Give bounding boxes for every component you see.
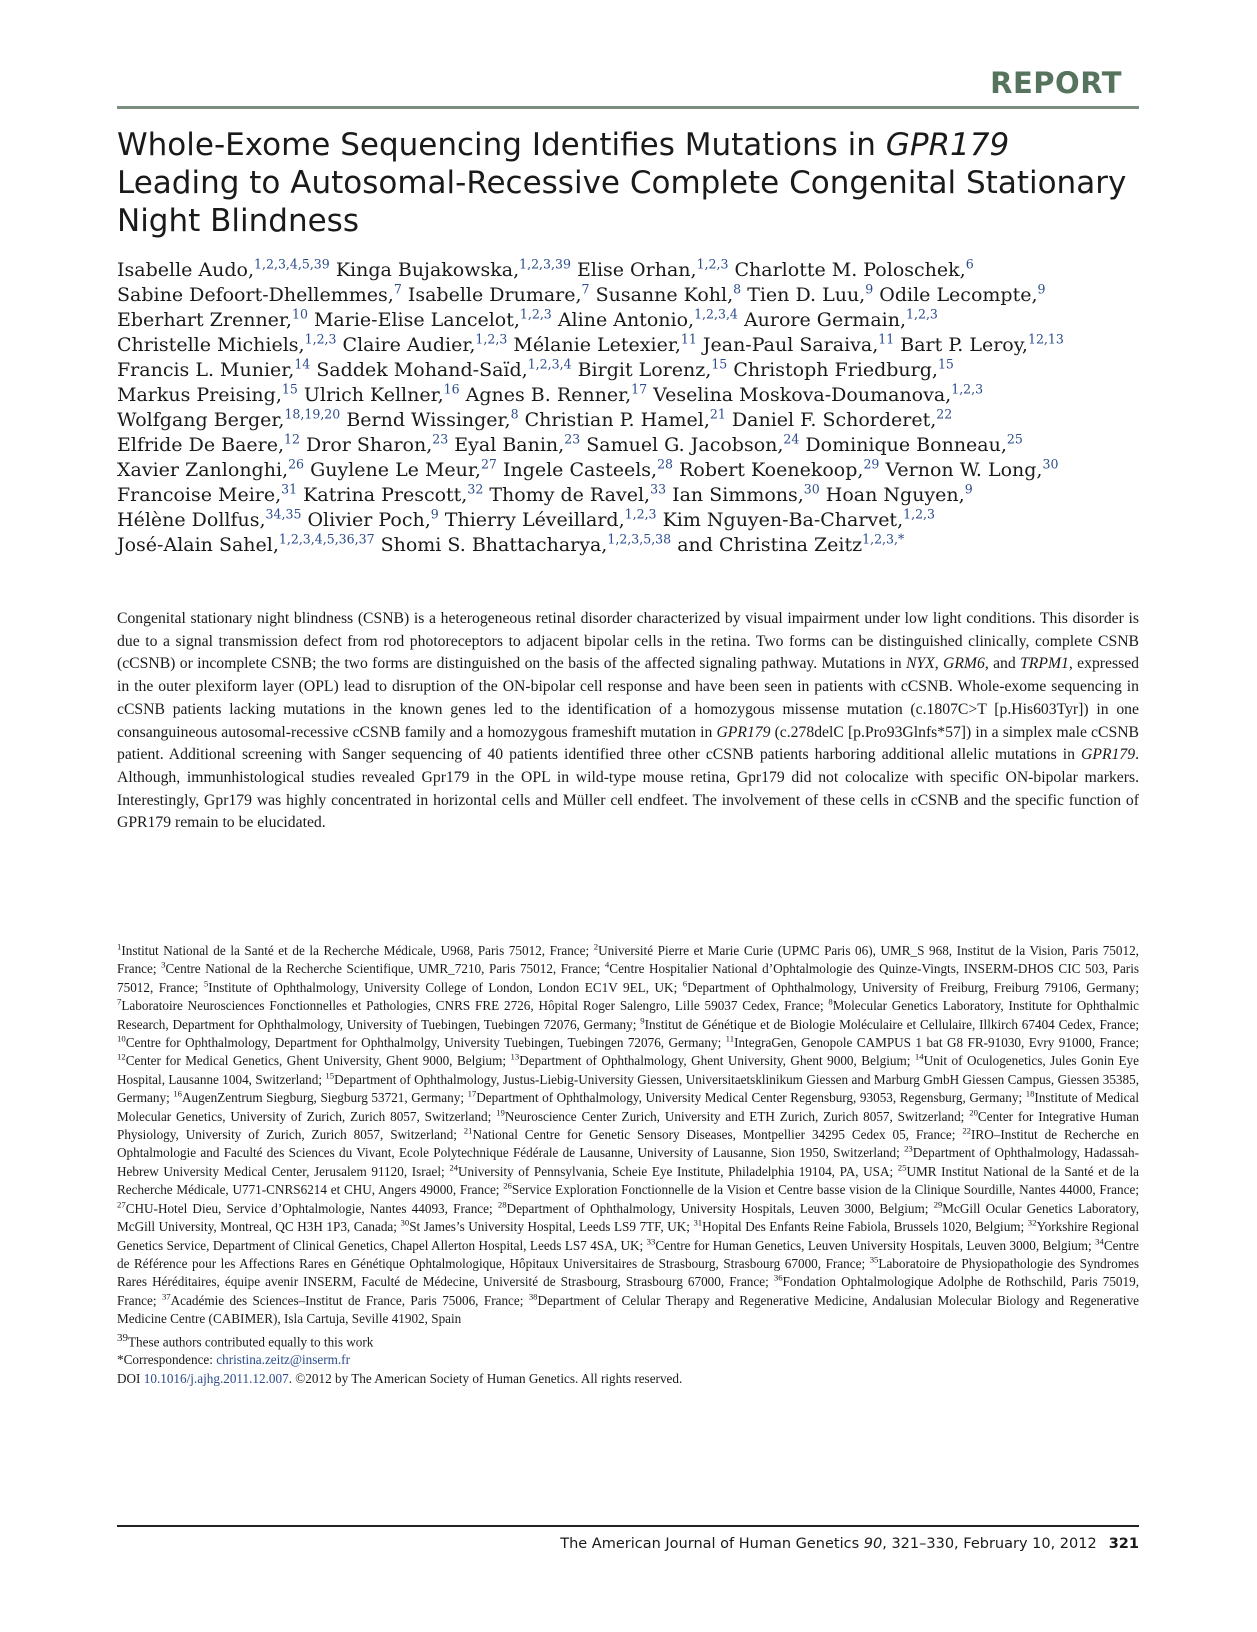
affiliation-number: 23	[904, 1144, 913, 1155]
affiliation	[117, 1201, 498, 1216]
author-affiliation-sup: 7	[581, 281, 590, 297]
page-number: 321	[1108, 1536, 1139, 1552]
author-affiliation-sup: 30	[1042, 456, 1059, 472]
author-entry	[586, 431, 800, 456]
affiliation-text: Centre Hospitalier National d’Ophtalmologie des Quinze-Vingts, INSERM-DHOS CIC 503, Paris 75012, France;	[117, 961, 1139, 995]
author-name: José-Alain Sahel,	[117, 534, 279, 556]
author-affiliation-sup: 9	[865, 281, 874, 297]
affiliation-text: Department of Ophthalmology, University Hospitals, Leuven 3000, Belgium;	[506, 1200, 934, 1216]
author-affiliation-sup: 1,2,3,4	[694, 306, 738, 322]
author-affiliation-sup: 15	[711, 356, 728, 372]
affiliation-number: 1	[117, 941, 122, 952]
copyright-text: . ©2012 by The American Society of Human Genetics. All rights reserved.	[288, 1370, 683, 1386]
author-entry	[502, 456, 674, 481]
author-affiliation-sup: 16	[443, 381, 460, 397]
author-entry	[677, 531, 905, 556]
author-affiliation-sup: 17	[631, 381, 648, 397]
affiliation-text: National Centre for Genetic Sensory Diseases, Montpellier 34295 Cedex 05, France;	[472, 1127, 963, 1143]
author-affiliation-sup: 1,2,3	[696, 256, 729, 272]
author-entry	[335, 256, 571, 281]
author-affiliation-sup: 1,2,3,39	[519, 256, 571, 272]
author-entry	[731, 406, 953, 431]
author-affiliation-sup: 1,2,3,5,38	[607, 531, 672, 547]
author-entry	[577, 356, 728, 381]
author-name: Tien D. Luu,	[747, 284, 866, 306]
author-name: Katrina Prescott,	[303, 484, 468, 506]
affiliation-number: 25	[897, 1162, 907, 1173]
author-name: Elfride De Baere,	[117, 434, 285, 456]
affiliation-text: Académie des Sciences–Institut de France, Paris 75006, France;	[170, 1292, 529, 1308]
abstract-text: ,	[934, 655, 944, 673]
author-entry	[310, 456, 497, 481]
affiliation-number: 2	[593, 941, 599, 952]
affiliation	[693, 1219, 1027, 1234]
author-entry	[747, 281, 874, 306]
affiliation-number: 26	[503, 1180, 512, 1191]
affiliation-number: 8	[828, 996, 833, 1007]
author-entry	[702, 331, 895, 356]
author-entry	[316, 356, 572, 381]
affiliation-text: McGill Ocular Genetics Laboratory, McGill University, Montreal, QC H3H 1P3, Canada;	[117, 1200, 1139, 1235]
gene-name: NYX	[905, 655, 935, 673]
affiliation-number: 19	[496, 1107, 505, 1118]
author-name: Ulrich Kellner,	[303, 384, 444, 406]
author-name: Veselina Moskova-Doumanova,	[653, 384, 952, 406]
author-affiliation-sup: 12	[284, 431, 300, 447]
affiliation-number: 37	[161, 1291, 171, 1302]
author-affiliation-sup: 21	[709, 406, 726, 422]
abstract-text: . Although, immunhistological studies revealed Gpr179 in the OPL in wild-type mouse retina, Gpr179 did not colocalize with specific ON-bipolar markers. Interestingly, Gpr179 was highly concentrated in horizontal cells and Müller cell endfeet. The involvement of these cells in cCSNB and the specific function of GPR179 remain to be elucidated.	[117, 746, 1139, 832]
affiliation-text: Department of Ophthalmology, University of Freiburg, Freiburg 79106, Germany;	[687, 979, 1139, 995]
author-entry	[679, 456, 880, 481]
footer-rule	[117, 1525, 1139, 1527]
author-affiliation-sup: 15	[937, 356, 954, 372]
author-affiliation-sup: 1,2,3	[304, 331, 337, 347]
affiliation-text: Center for Integrative Human Physiology, University of Zurich, Zurich 8057, Switzerland;	[117, 1108, 1139, 1143]
affiliation-text: Neuroscience Center Zurich, University and ETH Zurich, Zurich 8057, Switzerland;	[504, 1108, 970, 1124]
author-list	[117, 258, 1139, 558]
author-entry	[653, 381, 984, 406]
article-title	[117, 126, 1139, 240]
author-entry	[825, 481, 973, 506]
affiliation-number: 22	[962, 1125, 972, 1136]
author-name: Christoph Friedburg,	[733, 359, 938, 381]
affiliation-number: 35	[869, 1254, 879, 1265]
author-entry	[346, 406, 519, 431]
author-name: Robert Koenekoop,	[679, 459, 864, 481]
abstract-text: , expressed in the outer plexiform layer (OPL) lead to disruption of the ON-bipolar cell response and have been seen in patients with cCSNB. Whole-exome sequencing in cCSNB patients lacking mutations in the known genes led to the identification of a homozygous missense mutation (c.1807C>T [p.His603Tyr]) in one consanguineous autosomal-recessive cCSNB family and a homozygous frameshift mutation in	[117, 655, 1139, 741]
affiliation	[162, 1293, 529, 1308]
author-affiliation-sup: 8	[510, 406, 519, 422]
author-name: Jean-Paul Saraiva,	[702, 334, 879, 356]
author-entry	[342, 331, 508, 356]
affiliation-number: 33	[646, 1236, 656, 1247]
author-entry	[117, 281, 402, 306]
author-affiliation-sup: 1,2,3,4,5,39	[254, 256, 330, 272]
author-name: Markus Preising,	[117, 384, 282, 406]
author-entry	[672, 481, 820, 506]
affiliation-number: 4	[604, 960, 610, 971]
author-entry	[313, 306, 552, 331]
affiliation-number: 13	[510, 1052, 520, 1063]
gene-name: GPR179	[716, 723, 771, 741]
gene-name: TRPM1	[1020, 655, 1069, 673]
author-name: Mélanie Letexier,	[513, 334, 681, 356]
affiliation-number: 14	[914, 1052, 924, 1063]
affiliation-number: 18	[1025, 1088, 1035, 1099]
section-label: REPORT	[990, 66, 1122, 100]
author-entry	[117, 481, 298, 506]
affiliation-number: 9	[640, 1015, 645, 1026]
author-entry	[117, 381, 298, 406]
gene-name: GPR179	[1081, 746, 1136, 764]
header-rule	[117, 106, 1139, 109]
affiliation-text: Université Pierre et Marie Curie (UPMC Paris 06), UMR_S 968, Institut de la Vision, Paris 75012, France;	[117, 943, 1139, 977]
author-name: Hoan Nguyen,	[825, 484, 965, 506]
author-name: Claire Audier,	[342, 334, 476, 356]
author-name: Elise Orhan,	[577, 259, 697, 281]
author-name: Isabelle Audo,	[117, 259, 255, 281]
author-affiliation-sup: 26	[288, 456, 305, 472]
author-entry	[879, 281, 1046, 306]
journal-footer	[560, 1536, 1139, 1552]
author-name: Marie-Elise Lancelot,	[313, 309, 520, 331]
author-name: Francoise Meire,	[117, 484, 282, 506]
affiliation-text: AugenZentrum Siegburg, Siegburg 53721, Germany;	[182, 1090, 468, 1106]
affiliation	[647, 1238, 1096, 1253]
affiliation-text: Service Exploration Fonctionnelle de la Vision et Centre basse vision de la Clinique Sourdille, Nantes 44000, France;	[511, 1182, 1139, 1198]
footer-details: , 321–330, February 10, 2012	[882, 1536, 1097, 1552]
gene-name: GRM6	[943, 655, 985, 673]
author-affiliation-sup: 32	[467, 481, 484, 497]
author-entry	[524, 406, 726, 431]
affiliation-number: 7	[117, 996, 122, 1007]
affiliation-number: 17	[467, 1088, 477, 1099]
author-name: Dror Sharon,	[306, 434, 433, 456]
author-name: Olivier Poch,	[307, 509, 431, 531]
author-name: Ian Simmons,	[672, 484, 804, 506]
affiliation-number: 32	[1027, 1217, 1037, 1228]
author-name: Agnes B. Renner,	[465, 384, 632, 406]
affiliation-number: 21	[463, 1125, 473, 1136]
author-affiliation-sup: 25	[1006, 431, 1023, 447]
author-affiliation-sup: 23	[564, 431, 581, 447]
affiliation-text: Department of Ophthalmology, Justus-Liebig-University Giessen, Universitaetsklinikum Giessen and Marburg GmbH Giessen Campus, Giessen 35385, Germany;	[117, 1071, 1139, 1106]
author-entry	[733, 356, 954, 381]
affiliation-number: 28	[497, 1199, 507, 1210]
author-affiliation-sup: 1,2,3	[951, 381, 984, 397]
affiliation	[173, 1090, 467, 1105]
equal-contribution-note	[117, 1329, 1139, 1352]
author-affiliation-sup: 1,2,3,*	[862, 531, 905, 547]
affiliation-text: Molecular Genetics Laboratory, Institute for Ophthalmic Research, Department for Ophthalmology, University of Tuebingen, Tuebingen 72076, Germany;	[117, 998, 1139, 1032]
doi-link[interactable]: 10.1016/j.ajhg.2011.12.007	[143, 1370, 289, 1386]
author-affiliation-sup: 27	[480, 456, 497, 472]
author-affiliation-sup: 22	[936, 406, 953, 422]
author-entry	[513, 331, 697, 356]
author-name: and Christina Zeitz	[677, 534, 863, 556]
affiliation	[511, 1053, 915, 1068]
affiliation-text: Institut de Génétique et de Biologie Moléculaire et Cellulaire, Illkirch 67404 Cedex, France;	[644, 1016, 1139, 1032]
affiliation	[640, 1017, 1139, 1032]
author-affiliation-sup: 1,2,3	[906, 306, 938, 322]
author-affiliation-sup: 1,2,3	[903, 506, 936, 522]
author-affiliation-sup: 9	[1037, 281, 1046, 297]
author-affiliation-sup: 6	[965, 256, 974, 272]
author-affiliation-sup: 30	[803, 481, 820, 497]
affiliation-text: Department of Ophthalmology, Ghent University, Ghent 9000, Belgium;	[519, 1053, 915, 1069]
footer-volume: 90	[863, 1536, 883, 1552]
affiliation	[117, 1035, 726, 1050]
author-entry	[662, 506, 936, 531]
affiliation-text: Department of Celular Therapy and Regenerative Medicine, Andalusian Molecular Biology and Regenerative Medicine Centre (CABIMER), Isla Cartuja, Seville 41902, Spain	[117, 1292, 1140, 1327]
author-entry	[117, 506, 302, 531]
affiliation	[117, 1053, 511, 1068]
affiliation-number: 15	[325, 1070, 335, 1081]
author-entry	[743, 306, 938, 331]
affiliation-number: 20	[969, 1107, 978, 1118]
affiliation-list	[117, 942, 1139, 1329]
author-name: Christian P. Hamel,	[524, 409, 710, 431]
author-name: Dominique Bonneau,	[805, 434, 1007, 456]
author-affiliation-sup: 9	[964, 481, 973, 497]
author-name: Thomy de Ravel,	[489, 484, 651, 506]
affiliation-text: Center for Medical Genetics, Ghent University, Ghent 9000, Belgium;	[125, 1053, 511, 1069]
equal-contribution-sup: 39	[117, 1331, 128, 1344]
author-affiliation-sup: 10	[291, 306, 308, 322]
author-affiliation-sup: 1,2,3,4	[527, 356, 572, 372]
author-name: Vernon W. Long,	[885, 459, 1043, 481]
affiliation-text: Centre National de la Recherche Scientifique, UMR_7210, Paris 75012, France;	[165, 961, 605, 977]
author-entry	[117, 256, 330, 281]
affiliation-text: St James’s University Hospital, Leeds LS9 7TF, UK;	[409, 1219, 694, 1235]
author-entry	[117, 331, 337, 356]
author-entry	[380, 531, 672, 556]
author-name: Bart P. Leroy,	[900, 334, 1028, 356]
author-entry	[117, 531, 375, 556]
author-entry	[805, 431, 1023, 456]
affiliation	[400, 1219, 693, 1234]
author-name: Hélène Dollfus,	[117, 509, 266, 531]
author-name: Kinga Bujakowska,	[335, 259, 520, 281]
affiliation-text: IntegraGen, Genopole CAMPUS 1 bat G8 FR-91030, Evry 91000, France;	[734, 1035, 1139, 1051]
author-name: Wolfgang Berger,	[117, 409, 285, 431]
affiliation-text: Centre for Human Genetics, Leuven University Hospitals, Leuven 3000, Belgium;	[655, 1237, 1096, 1253]
affiliation-number: 34	[1095, 1236, 1104, 1247]
affiliations-block	[117, 942, 1139, 1388]
correspondence-email-link[interactable]: christina.zeitz@inserm.fr	[216, 1352, 350, 1368]
affiliation-number: 16	[173, 1088, 183, 1099]
author-affiliation-sup: 33	[650, 481, 667, 497]
author-name: Thierry Léveillard,	[444, 509, 625, 531]
author-name: Ingele Casteels,	[502, 459, 658, 481]
affiliation	[503, 1182, 1139, 1197]
author-name: Guylene Le Meur,	[310, 459, 481, 481]
affiliation-text: Laboratoire Neurosciences Fonctionnelles et Pathologies, CNRS FRE 2726, Hôpital Roger Salengro, Lille 59037 Cedex, France;	[121, 998, 829, 1014]
author-name: Saddek Mohand-Saïd,	[316, 359, 528, 381]
author-affiliation-sup: 9	[430, 506, 439, 522]
affiliation	[449, 1164, 897, 1179]
author-name: Bernd Wissinger,	[346, 409, 511, 431]
author-entry	[407, 281, 590, 306]
affiliation	[161, 961, 605, 976]
affiliation-text: Institute of Ophthalmology, University College of London, London EC1V 9EL, UK;	[208, 979, 683, 995]
author-entry	[307, 506, 439, 531]
abstract-text: (c.278delC [p.Pro93Glnfs*57]) in a simplex male cCSNB patient. Additional screening with Sanger sequencing of 40 patients identified three other cCSNB patients harboring additional allelic mutations in	[117, 723, 1139, 764]
author-name: Susanne Kohl,	[595, 284, 734, 306]
correspondence-note	[117, 1351, 1139, 1369]
author-entry	[734, 256, 974, 281]
affiliation-text: IRO–Institut de Recherche en Ophtalmologie and Faculté des Sciences du Vivant, Ecole Polytechnique Fédérale de Lausanne, University of Lausanne, Sion 1950, Switzerland;	[117, 1127, 1139, 1161]
title-part-2: Leading to Autosomal-Recessive Complete Congenital Stationary Night Blindness	[117, 165, 1127, 239]
abstract-text: , and	[984, 655, 1021, 673]
author-name: Aurore Germain,	[743, 309, 907, 331]
author-name: Samuel G. Jacobson,	[586, 434, 784, 456]
author-entry	[557, 306, 738, 331]
affiliation	[498, 1201, 934, 1216]
affiliation	[726, 1035, 1139, 1050]
author-name: Christelle Michiels,	[117, 334, 305, 356]
doi-note	[117, 1370, 1139, 1388]
author-affiliation-sup: 1,2,3	[475, 331, 508, 347]
title-gene: GPR179	[885, 127, 1010, 163]
affiliation-number: 36	[773, 1272, 783, 1283]
author-entry	[306, 431, 449, 456]
affiliation	[204, 980, 683, 995]
affiliation-text: Unit of Oculogenetics, Jules Gonin Eye Hospital, Lausanne 1004, Switzerland;	[117, 1053, 1139, 1087]
author-name: Daniel F. Schorderet,	[731, 409, 937, 431]
affiliation-number: 29	[933, 1199, 943, 1210]
author-name: Eberhart Zrenner,	[117, 309, 292, 331]
affiliation-text: UMR Institut National de la Santé et de la Recherche Médicale, U771-CNRS6214 et CHU, Angers 49000, France;	[117, 1163, 1139, 1198]
affiliation	[496, 1109, 969, 1124]
correspondence-label: *Correspondence:	[117, 1352, 217, 1368]
affiliation-number: 24	[449, 1162, 459, 1173]
author-name: Shomi S. Bhattacharya,	[380, 534, 608, 556]
affiliation-text: Institute of Medical Molecular Genetics, University of Zurich, Zurich 8057, Switzerland;	[117, 1090, 1140, 1124]
author-affiliation-sup: 12,13	[1027, 331, 1064, 347]
author-affiliation-sup: 11	[680, 331, 697, 347]
affiliation	[683, 980, 1139, 995]
author-name: Birgit Lorenz,	[577, 359, 712, 381]
affiliation-text: Institut National de la Santé et de la Recherche Médicale, U968, Paris 75012, France;	[121, 943, 594, 958]
author-entry	[117, 431, 300, 456]
author-name: Eyal Banin,	[454, 434, 565, 456]
author-affiliation-sup: 18,19,20	[284, 406, 341, 422]
author-affiliation-sup: 8	[733, 281, 742, 297]
author-affiliation-sup: 7	[393, 281, 402, 297]
author-entry	[885, 456, 1059, 481]
author-affiliation-sup: 28	[657, 456, 674, 472]
author-affiliation-sup: 1,2,3	[624, 506, 657, 522]
author-entry	[444, 506, 657, 531]
author-name: Aline Antonio,	[557, 309, 695, 331]
author-entry	[117, 406, 341, 431]
affiliation-number: 5	[203, 978, 209, 989]
affiliation-number: 30	[400, 1217, 410, 1228]
author-affiliation-sup: 11	[878, 331, 895, 347]
equal-contribution-text: These authors contributed equally to this work	[128, 1333, 374, 1349]
author-entry	[117, 456, 305, 481]
affiliation-number: 38	[528, 1291, 538, 1302]
author-name: Isabelle Drumare,	[407, 284, 582, 306]
affiliation-number: 11	[725, 1033, 735, 1044]
affiliation-text: Hopital Des Enfants Reine Fabiola, Brussels 1020, Belgium;	[702, 1219, 1028, 1235]
affiliation	[468, 1090, 1026, 1105]
author-entry	[595, 281, 742, 306]
affiliation-text: Centre de Référence pour les Affections Rares en Génétique Ophtalmologique, Hôpitaux Universitaires de Strasbourg, Strasbourg 67000, France;	[117, 1237, 1139, 1271]
author-name: Charlotte M. Poloschek,	[734, 259, 966, 281]
author-entry	[303, 381, 460, 406]
author-entry	[577, 256, 729, 281]
author-affiliation-sup: 1,2,3,4,5,36,37	[278, 531, 375, 547]
author-affiliation-sup: 14	[294, 356, 311, 372]
affiliation-number: 6	[682, 978, 688, 989]
author-affiliation-sup: 23	[432, 431, 449, 447]
affiliation-text: Fondation Ophtalmologique Adolphe de Rothschild, Paris 75019, France;	[117, 1274, 1139, 1308]
author-affiliation-sup: 1,2,3	[519, 306, 552, 322]
affiliation	[117, 998, 828, 1013]
affiliation-text: Department of Ophthalmology, University Medical Center Regensburg, 93053, Regensburg, Germany;	[476, 1090, 1026, 1106]
author-entry	[303, 481, 484, 506]
affiliation	[464, 1127, 963, 1142]
doi-label: DOI	[117, 1370, 144, 1386]
author-entry	[489, 481, 667, 506]
author-affiliation-sup: 31	[281, 481, 298, 497]
abstract	[117, 608, 1139, 835]
affiliation-number: 3	[161, 960, 166, 971]
affiliation-number: 10	[117, 1033, 126, 1044]
affiliation-number: 27	[117, 1199, 126, 1210]
author-name: Francis L. Munier,	[117, 359, 295, 381]
author-entry	[465, 381, 648, 406]
author-affiliation-sup: 29	[863, 456, 880, 472]
author-entry	[117, 306, 308, 331]
author-name: Odile Lecompte,	[879, 284, 1038, 306]
author-name: Kim Nguyen-Ba-Charvet,	[662, 509, 904, 531]
author-entry	[900, 331, 1064, 356]
author-affiliation-sup: 15	[281, 381, 298, 397]
author-name: Xavier Zanlonghi,	[117, 459, 289, 481]
affiliation-text: Laboratoire de Physiopathologie des Syndromes Rares Héréditaires, équipe avenir INSERM, Faculté de Médecine, Université de Strasbourg, Strasbourg 67000, France;	[117, 1255, 1139, 1290]
abstract-text: Congenital stationary night blindness (CSNB) is a heterogeneous retinal disorder characterized by visual impairment under low light conditions. This disorder is due to a signal transmission defect from rod photoreceptors to adjacent bipolar cells in the retina. Two forms can be distinguished clinically, complete CSNB (cCSNB) or incomplete CSNB; the two forms are distinguished on the basis of the affected signaling pathway. Mutations in	[117, 610, 1139, 673]
affiliation-number: 31	[693, 1217, 703, 1228]
affiliation-text: Centre for Ophthalmology, Department for Ophthalmolgy, University Tuebingen, Tuebingen 72076, Germany;	[125, 1035, 726, 1051]
affiliation-text: University of Pennsylvania, Scheie Eye Institute, Philadelphia 19104, PA, USA;	[458, 1163, 898, 1179]
affiliation-text: CHU-Hotel Dieu, Service d’Ophtalmologie, Nantes 44093, France;	[125, 1200, 498, 1216]
affiliation	[117, 943, 594, 958]
footer-journal: The American Journal of Human Genetics	[560, 1536, 864, 1552]
title-part-1: Whole-Exome Sequencing Identifies Mutations in	[117, 127, 886, 163]
author-entry	[117, 356, 311, 381]
author-affiliation-sup: 24	[783, 431, 800, 447]
affiliation-text: Yorkshire Regional Genetics Service, Department of Clinical Genetics, Chapel Allerton Hospital, Leeds LS7 4SA, UK;	[117, 1219, 1140, 1253]
author-affiliation-sup: 34,35	[265, 506, 302, 522]
author-name: Sabine Defoort-Dhellemmes,	[117, 284, 394, 306]
affiliation-text: Department of Ophthalmology, Hadassah-Hebrew University Medical Center, Jerusalem 91120, Israel;	[117, 1145, 1139, 1179]
author-entry	[454, 431, 581, 456]
affiliation-number: 12	[117, 1052, 126, 1063]
